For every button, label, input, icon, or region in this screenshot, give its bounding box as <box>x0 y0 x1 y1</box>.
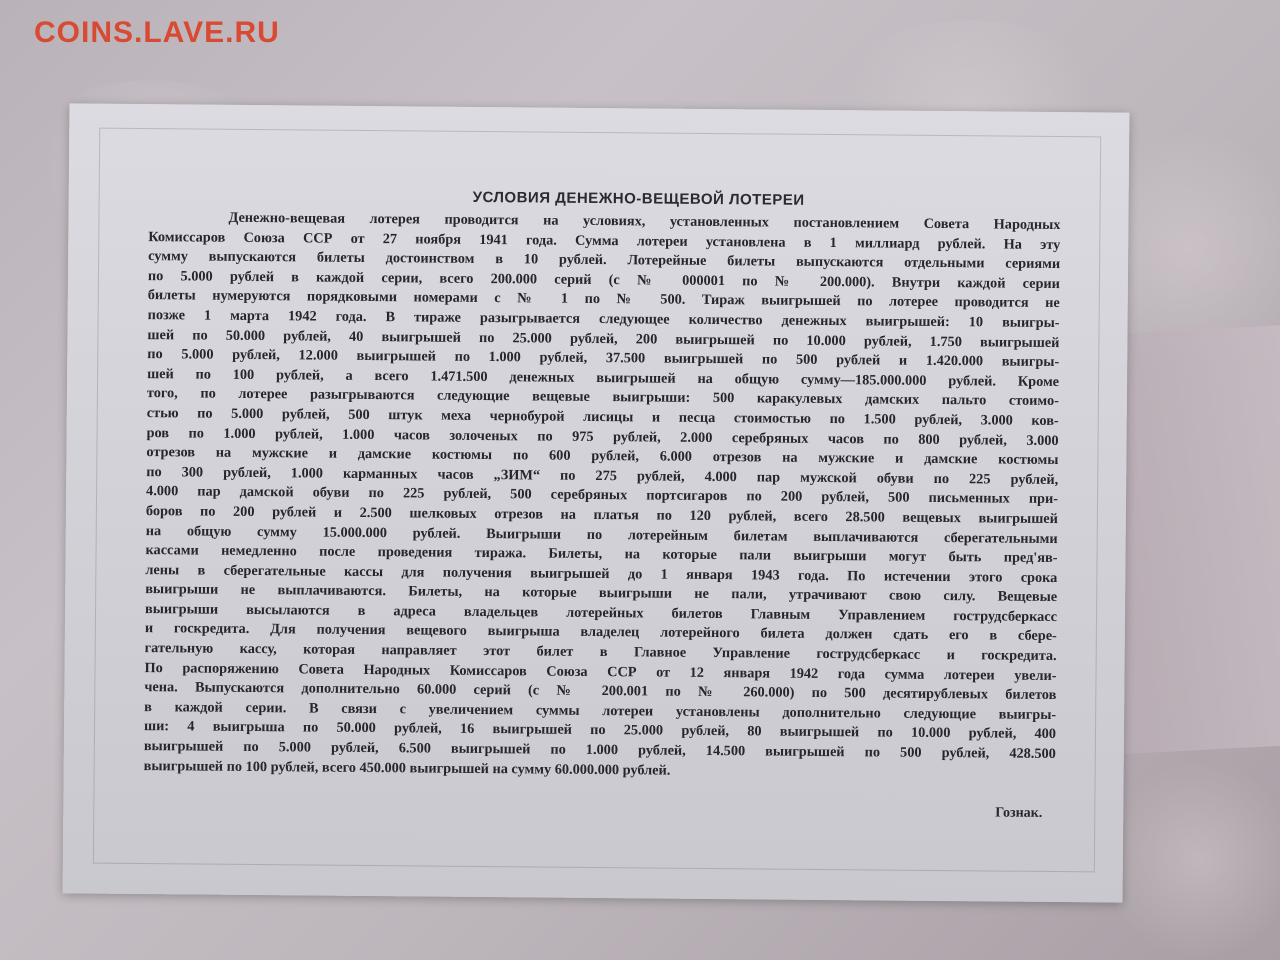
document-line: того, по лотерее разыгрываются следующие вещевые выигрыши: 500 каракулевых дамских пальто стоимо- <box>146 385 1059 410</box>
document-line: и госкредита. Для получения вещевого выигрыша владелец лотерейного билета должен сдать его в сбере- <box>144 620 1057 645</box>
document-line: шей по 50.000 рублей, 40 выигрышей по 25.000 рублей, 200 выигрышей по 10.000 рублей, 1.750 выигрышей <box>147 326 1060 351</box>
document-signature: Гознак. <box>995 805 1043 821</box>
document-line: отрезов на мужские и дамские костюмы по 600 рублей, 6.000 отрезов на мужские и дамские костюмы <box>146 444 1059 469</box>
document-line: ров по 1.000 рублей, 1.000 часов золоченых по 975 рублей, 2.000 серебряных часов по 800 рублей, 3.000 <box>146 424 1059 449</box>
document-line: на общую сумму 15.000.000 рублей. Выигрыши по лотерейным билетам выплачиваются сберегательными <box>145 522 1058 547</box>
document-body <box>144 208 1061 784</box>
document-line: в каждой серии. В связи с увеличением суммы лотереи установлены дополнительно следующие выигры- <box>144 698 1057 723</box>
document-line: выигрышей по 100 рублей, всего 450.000 выигрышей на сумму 60.000.000 рублей. <box>143 757 671 779</box>
document-line: выигрыши высылаются в адреса владельцев лотерейных билетов Главным Управлением гострудсберкасс <box>144 600 1058 625</box>
document-line: выигрышей по 5.000 рублей, 6.500 выигрышей по 1.000 рублей, 14.500 выигрышей по 500 рублей, 428.500 <box>143 738 1056 763</box>
document-line: сумму выпускаются билеты достоинством в 10 рублей. Лотерейные билеты выпускаются отдельными сериями <box>148 248 1061 273</box>
document-line: шей по 100 рублей, а всего 1.471.500 денежных выигрышей на общую сумму—185.000.000 рублей. Кроме <box>147 365 1060 390</box>
document-line: по 5.000 рублей, 12.000 выигрышей по 1.000 рублей, 37.500 выигрышей по 500 рублей и 1.420.000 выигры- <box>147 346 1060 371</box>
document-line: по 300 рублей, 1.000 карманных часов „ЗИМ“ по 275 рублей, 4.000 пар мужской обуви по 225 рублей, <box>146 463 1059 488</box>
document-line: стью по 5.000 рублей, 500 штук меха чернобурой лисицы и песца стоимостью по 1.500 рублей, 3.000 ков- <box>146 405 1059 429</box>
background-pattern <box>1100 760 1280 960</box>
document-line: билеты нумеруются порядковыми номерами с № 1 по № 500. Тираж выигрышей по лотерее проводится не <box>147 287 1060 312</box>
lottery-ticket <box>63 103 1130 902</box>
document-line: По распоряжению Совета Народных Комиссаров Союза ССР от 12 января 1942 года сумма лотереи увели- <box>144 659 1057 684</box>
document-line: чена. Выпускаются дополнительно 60.000 серий (с № 200.001 по № 260.000) по 500 десятирублевых билетов <box>144 679 1057 704</box>
document-line: ши: 4 выигрыша по 50.000 рублей, 16 выигрышей по 25.000 рублей, 80 выигрышей по 10.000 рублей, 400 <box>143 718 1057 743</box>
document-line: боров по 200 рублей и 2.500 шелковых отрезов на платья по 120 рублей, всего 28.500 вещевых выигрышей <box>145 502 1058 527</box>
document-line: Денежно-вещевая лотерея проводится на условиях, установленных постановлением Совета Народных <box>228 209 1061 234</box>
document-line: выигрыши не выплачиваются. Билеты, на которые выигрыши не пали, утрачивают свою силу. Вещевые <box>145 581 1058 606</box>
document-title: УСЛОВИЯ ДЕНЕЖНО-ВЕЩЕВОЙ ЛОТЕРЕИ <box>472 188 805 209</box>
document-line: кассами немедленно после проведения тиража. Билеты, на которые пали выигрыши могут быть пред'яв- <box>145 542 1058 567</box>
document-line: позже 1 марта 1942 года. В тираже разыгрывается следующее количество денежных выигрышей: 10 выигры- <box>147 307 1060 332</box>
document-line: 4.000 пар дамской обуви по 225 рублей, 500 серебряных портсигаров по 200 рублей, 500 письменных при- <box>146 483 1059 508</box>
document-line: лены в сберегательные кассы для получения выигрышей до 1 января 1943 года. По истечении этого срока <box>145 561 1058 586</box>
document-line: по 5.000 рублей в каждой серии, всего 200.000 серий (с № 000001 по № 200.000). Внутри каждой серии <box>147 267 1061 292</box>
document-line: Комиссаров Союза ССР от 27 ноября 1941 года. Сумма лотереи установлена в 1 миллиард рублей. На эту <box>148 228 1061 253</box>
document-line: гательную кассу, которая направляет этот билет в Главное Управление гострудсберкасс и госкредита. <box>144 640 1057 665</box>
site-watermark: COINS.LAVE.RU <box>34 16 280 49</box>
